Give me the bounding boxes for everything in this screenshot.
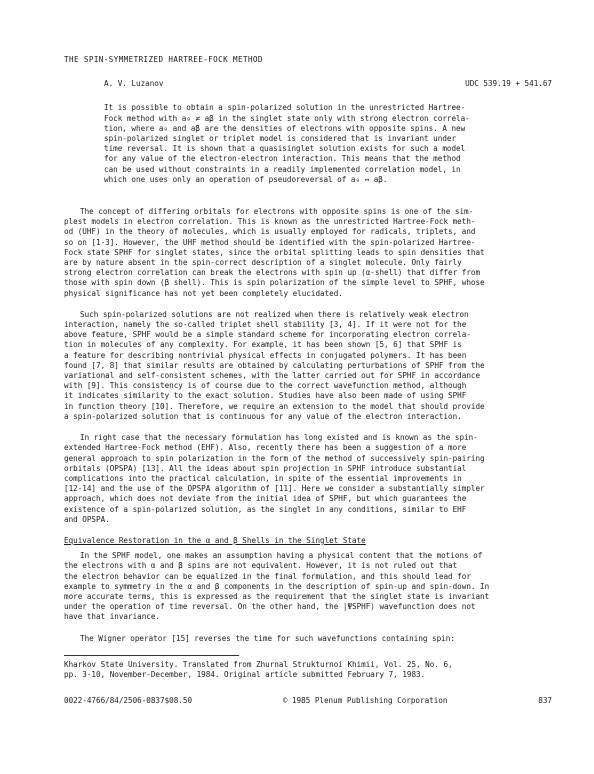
document-page xyxy=(64,55,552,706)
footnote-rule xyxy=(64,655,239,656)
section-paragraph-2: The Wigner operator [15] reverses the time for such wavefunctions containing spin: xyxy=(80,633,455,643)
copyright-notice: © 1985 Plenum Publishing Corporation xyxy=(282,696,448,706)
page-number: 837 xyxy=(538,696,552,706)
paragraph-2: Such spin-polarized solutions are not realized when there is relatively weak electron interaction, namely the so-called triplet shell stability [3, 4]. If it were not for the above feature, SPHF would be a simple standard scheme for incorporating electron correla- tion in molecules of any complexity. For example, it has been shown [5, 6] that SPHF is a feature for describing nontrivial physical effects in conjugated polymers. It has been found [7, 8] that similar results are obtained by calculating perturbations of SPHF from the variational and self-consistent schemes, with the latter carried out for SPHF in accordance with [9]. This consistency is of course due to the correct wavefunction method, although it indicates similarity to the exact solution. Studies have also been made of using SPHF in function theory [10]. Therefore, we require an extension to the model that should provide a spin-polarized solution that is continuous for any value of the electron interaction. xyxy=(64,309,485,421)
abstract-text: It is possible to obtain a spin-polarized solution in the unrestricted Hartree- Fock method with a₉ ≠ aβ in the singlet state only with strong electron correla- tion, where a₉ and aβ are the densities of electrons with opposite spins. A new spin-polarized singlet or triplet model is considered that is invariant under time reversal. It is shown that a quasisinglet solution exists for such a model for any value of the electron-electron interaction. This means that the method can be used without constraints in a readily implemented correlation model, in which one uses only an operation of pseudoreversal of a₉ ↔ aβ. xyxy=(104,103,470,184)
abstract xyxy=(104,103,552,185)
paragraph-3: In right case that the necessary formulation has long existed and is known as the spin- extended Hartree-Fock method (EHF). Also, recently there has been a suggestion of a more general approach to spin polarization in the form of the method of successively spin-pairing orbitals (OPSPA) [13]. All the ideas about spin projection in SPHF introduce substantial complications into the practical calculation, in spite of the essential improvements in [12-14] and the use of the OPSPA algorithm of [11]. Here we consider a substantially simpler approach, which does not deviate from the initial idea of SPHF, but which guarantees the existence of a spin-polarized solution, as the singlet in any conditions, similar to EHF and OPSPA. xyxy=(64,433,485,524)
footnote: Kharkov State University. Translated from Zhurnal Strukturnoi Khimii, Vol. 25, No. 6, pp. 3-10, November-December, 1984. Original article submitted February 7, 1983. xyxy=(64,659,453,679)
udc-code: UDC 539.19 + 541.67 xyxy=(465,79,552,89)
author-name: A. V. Luzanov xyxy=(104,79,164,89)
paragraph-1: The concept of differing orbitals for electrons with opposite spins is one of the sim- plest models in electron correlation. This is known as the unrestricted Hartree-Fock meth- od (UHF) in the theory of molecules, which is usually employed for radicals, triplets, and so on [1-3]. However, the UHF method should be identified with the spin-polarized Hartree- Fock state SPHF for singlet states, since the orbital splitting leads to spin densities that are by nature absent in the spin-correct description of a singlet molecule. Only fairly strong electron correlation can break the electrons with spin up (α-shell) that differ from those with spin down (β shell). This is spin polarization of the simple level to SPHF, whose physical significance has not yet been completely elucidated. xyxy=(64,207,485,298)
article-title: THE SPIN-SYMMETRIZED HARTREE-FOCK METHOD xyxy=(64,55,263,64)
article-body xyxy=(64,207,552,644)
publication-code: 0022-4766/84/2506-0837$08.50 xyxy=(64,696,193,706)
section-paragraph-1: In the SPHF model, one makes an assumption having a physical content that the motions of the electrons with α and β spins are not equivalent. However, it is not ruled out that the electron behavior can be equalized in the final formulation, and this should lead for example to symmetry in the α and β components in the description of spin-up and spin-down. In more accurate terms, this is expressed as the requirement that the singlet state is invariant under the operation of time reversal. On the other hand, the |ΨSPHF⟩ wavefunction does not have that invariance. xyxy=(64,551,490,622)
page-footer xyxy=(64,696,552,706)
author-line xyxy=(104,79,552,89)
section-heading: Equivalence Restoration in the α and β Shells in the Singlet State xyxy=(64,535,366,545)
